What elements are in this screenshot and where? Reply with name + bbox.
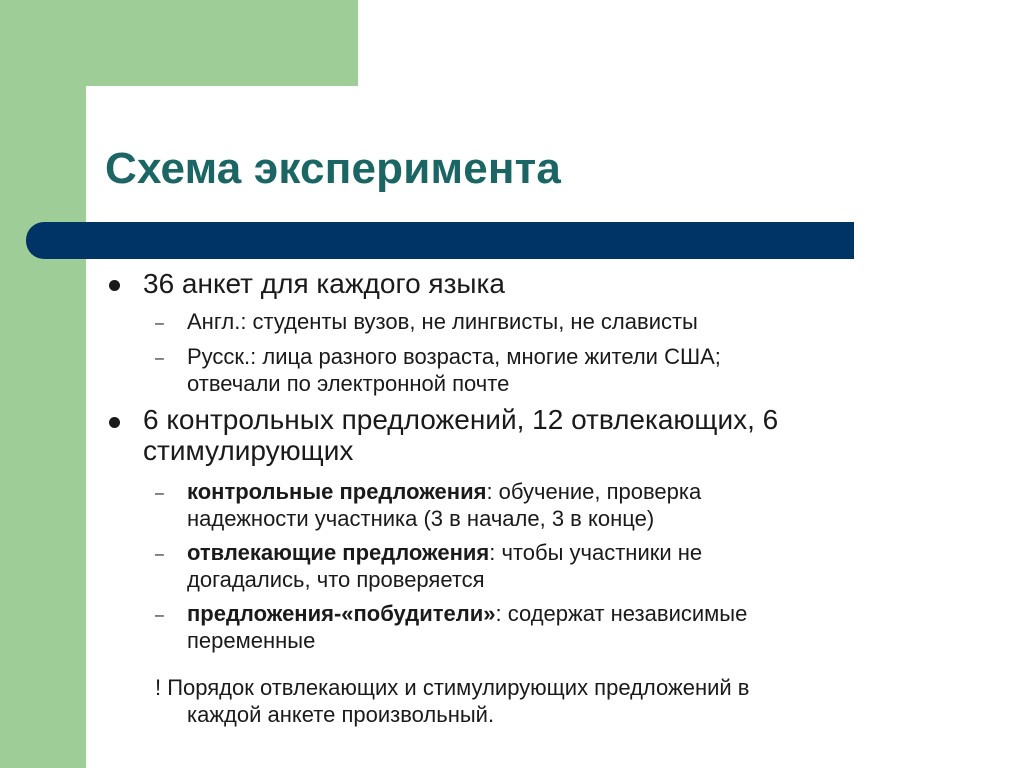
subitem-2-2 — [187, 539, 702, 593]
subitem-2-3 — [187, 600, 747, 654]
dash-2-1: – — [155, 485, 164, 502]
subitem-2-3-line1: : содержат независимые — [495, 601, 748, 626]
subitem-2-1-line1: : обучение, проверка — [486, 479, 702, 504]
bullet-2-line2: стимулирующих — [143, 435, 354, 466]
subitem-2-3-term: предложения-«побудители» — [187, 601, 496, 626]
note-line2: каждой анкете произвольный. — [187, 702, 495, 727]
subitem-2-1 — [187, 478, 701, 532]
subitem-2-2-line1: : чтобы участники не — [489, 540, 703, 565]
subitem-1-1 — [187, 308, 698, 335]
subitem-2-1-line2: надежности участника (3 в начале, 3 в конце) — [187, 506, 655, 531]
note-line1: ! Порядок отвлекающих и стимулирующих предложений в — [155, 675, 750, 700]
dash-1-2: – — [155, 350, 164, 367]
dash-2-2: – — [155, 546, 164, 563]
bullet-dot-2 — [109, 417, 120, 428]
dash-1-1: – — [155, 315, 164, 332]
bullet-dot-1 — [109, 280, 120, 291]
subitem-2-3-line2: переменные — [187, 628, 316, 653]
subitem-1-2-line1: Русск.: лица разного возраста, многие жители США; — [187, 344, 721, 369]
subitem-2-2-line2: догадались, что проверяется — [187, 567, 485, 592]
subitem-2-1-term: контрольные предложения — [187, 479, 487, 504]
subitem-1-2 — [187, 343, 721, 397]
dash-2-3: – — [155, 607, 164, 624]
subitem-2-2-term: отвлекающие предложения — [187, 540, 490, 565]
slide-title: Схема эксперимента — [105, 144, 562, 193]
bullet-2 — [143, 404, 778, 466]
note — [155, 674, 955, 728]
subitem-1-2-line2: отвечали по электронной почте — [187, 371, 510, 396]
bullet-2-line1: 6 контрольных предложений, 12 отвлекающих, 6 — [143, 404, 779, 435]
bullet-1 — [143, 268, 505, 299]
bullet-1-text: 36 анкет для каждого языка — [143, 268, 505, 299]
subitem-1-1-text: Англ.: студенты вузов, не лингвисты, не слависты — [187, 309, 698, 334]
